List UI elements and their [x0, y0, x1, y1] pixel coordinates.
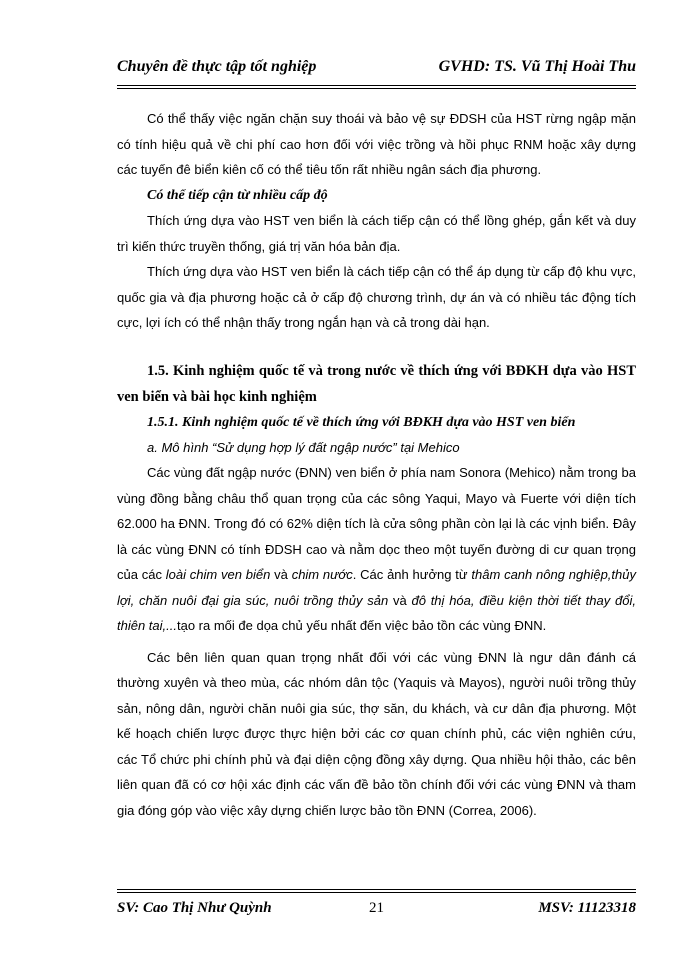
paragraph: Các bên liên quan quan trọng nhất đối với các vùng ĐNN là ngư dân đánh cá thường xuyên và theo mùa, các nhóm dân tộc (Yaquis và Mayos), người nuôi trồng thủy sản, nông dân, người chăn nuôi gia súc, thợ săn, du khách, và cư dân địa phương. Một kế hoạch chiến lược được thực hiện bởi các cơ quan chính phủ, các viện nghiên cứu, các Tổ chức phi chính phủ và đại diện cộng đồng xây dựng. Qua nhiều hội thảo, các bên liên quan đã có cơ hội xác định các vấn đề bảo tồn chính đối với các vùng ĐNN và tham gia đóng góp vào việc xây dựng chiến lược bảo tồn ĐNN (Correa, 2006).	[117, 649, 636, 818]
subsection-heading: 1.5.1. Kinh nghiệm quốc tế về thích ứng với BĐKH dựa vào HST ven biển	[147, 414, 576, 430]
header-rule-double	[117, 88, 636, 89]
header-rule	[117, 85, 636, 86]
footer-student-id: MSV: 11123318	[538, 900, 636, 916]
text-run-italic: chim nước	[291, 567, 353, 582]
page-footer	[117, 900, 636, 924]
paragraph: Có thể thấy việc ngăn chặn suy thoái và bảo vệ sự ĐDSH của HST rừng ngập mặn có tính hiệu quả về chi phí cao hơn đối với việc trồng và hồi phục RNM hoặc xây dựng các tuyến đê biển kiên cố có thể tiêu tốn rất nhiều ngân sách địa phương.	[117, 111, 636, 177]
text-run: và	[388, 592, 412, 608]
text-run-italic: thâm canh nông nghiệp,thủy lợi, chăn nuôi đại gia súc, nuôi trồng thủy sản	[117, 567, 636, 608]
page-header	[117, 58, 636, 82]
paragraph	[117, 460, 636, 639]
header-title: Chuyên đề thực tập tốt nghiệp	[117, 58, 317, 75]
page-number: 21	[369, 900, 384, 916]
text-run: và	[270, 567, 292, 582]
text-run: Các vùng đất ngập nước (ĐNN) ven biển ở phía nam Sonora (Mehico) nằm trong ba vùng đồng bằng châu thổ quan trọng của các sông Yaqui, Mayo và Fuerte với diện tích 62.000 ha ĐNN. Trong đó có 62% diện tích là cửa sông phần còn lại là các vịnh biển. Đây là các vùng ĐNN có tính ĐDSH cao và nằm dọc theo một tuyến đường di cư quan trọng của các	[117, 465, 636, 582]
text-run-italic: loài chim ven biển	[165, 567, 271, 582]
text-run: . Các ảnh hưởng từ	[352, 567, 472, 582]
paragraph: Thích ứng dựa vào HST ven biển là cách tiếp cận có thể lồng ghép, gắn kết và duy trì kiến thức truyền thống, giá trị văn hóa bản địa.	[117, 213, 636, 254]
footer-student: SV: Cao Thị Như Quỳnh	[117, 900, 272, 916]
page-body	[117, 106, 636, 823]
text-run-italic: đô thị hóa, điều kiện thời tiết thay đổi, thiên tai,...	[117, 592, 636, 633]
footer-rule	[117, 889, 636, 890]
model-heading: a. Mô hình “Sử dụng hợp lý đất ngập nước” tại Mehico	[147, 439, 460, 455]
paragraph: Thích ứng dựa vào HST ven biển là cách tiếp cận có thể áp dụng từ cấp độ khu vực, quốc gia và địa phương hoặc cả ở cấp độ chương trình, dự án và có nhiều tác động tích cực, lợi ích có thể nhận thấy trong ngắn hạn và cả trong dài hạn.	[117, 264, 636, 330]
subheading: Có thể tiếp cận từ nhiều cấp độ	[147, 187, 328, 203]
header-advisor: GVHD: TS. Vũ Thị Hoài Thu	[438, 58, 636, 75]
footer-rule-double	[117, 892, 636, 893]
section-heading: 1.5. Kinh nghiệm quốc tế và trong nước về thích ứng với BĐKH dựa vào HST ven biển và bài học kinh nghiệm	[117, 362, 636, 405]
text-run: tạo ra mối đe dọa chủ yếu nhất đến việc bảo tồn các vùng ĐNN.	[176, 618, 547, 633]
